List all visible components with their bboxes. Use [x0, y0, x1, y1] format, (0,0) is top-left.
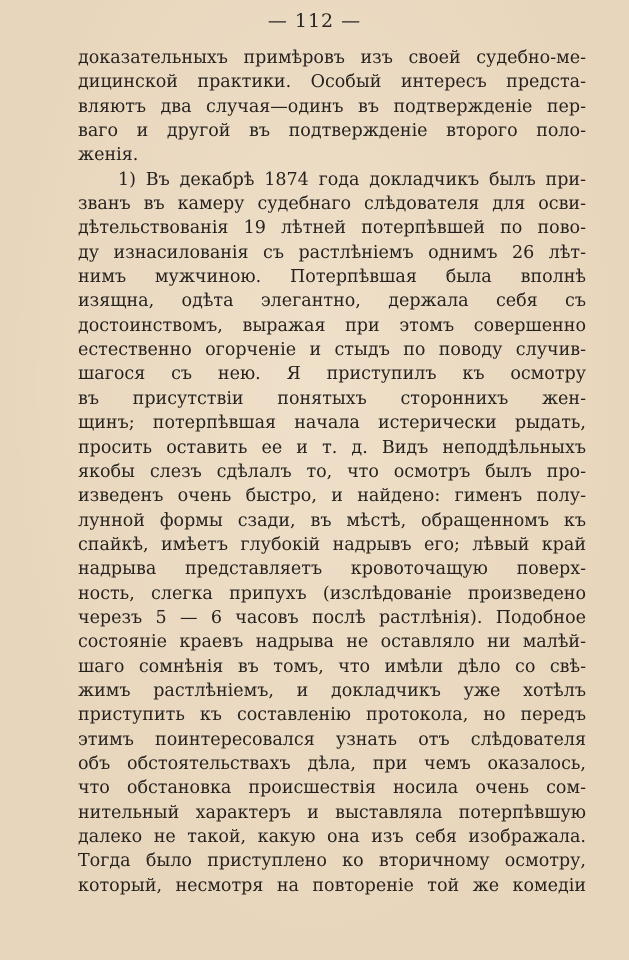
text-line: шаго сомнѣнія въ томъ, что имѣли дѣло со свѣ-: [78, 656, 586, 677]
text-line: дѣтельствованія 19 лѣтней потерпѣвшей по пово-: [78, 218, 586, 239]
text-line: женія.: [78, 145, 139, 166]
text-line: лунной формы сзади, въ мѣстѣ, обращенномъ къ: [78, 510, 586, 531]
text-line: нительный характеръ и выставляла потерпѣвшую: [78, 802, 586, 823]
text-line: изящна, одѣта элегантно, держала себя съ: [78, 291, 586, 312]
text-line: просить оставить ее и т. д. Видъ неподдѣльныхъ: [78, 437, 586, 458]
text-line: 1) Въ декабрѣ 1874 года докладчикъ былъ при-: [118, 169, 586, 190]
text-line: ду изнасилованія съ растлѣніемъ однимъ 26 лѣт-: [78, 242, 586, 263]
text-line: вляютъ два случая—одинъ въ подтвержденіе пер-: [78, 96, 586, 117]
page-number: — 112 —: [267, 10, 362, 32]
text-line: что обстановка происшествія носила очень сом-: [78, 778, 586, 799]
text-line: званъ въ камеру судебнаго слѣдователя для осви-: [78, 194, 586, 215]
text-line: спайкѣ, имѣетъ глубокій надрывъ его; лѣвый край: [78, 534, 586, 555]
text-line: нимъ мужчиною. Потерпѣвшая была вполнѣ: [78, 267, 586, 288]
text-line: Тогда было приступлено ко вторичному осмотру,: [78, 851, 586, 872]
text-line: якобы слезъ сдѣлалъ то, что осмотръ былъ про-: [78, 461, 586, 482]
text-line: надрыва представляетъ кровоточащую поверх-: [78, 559, 586, 580]
text-line: ваго и другой въ подтвержденіе второго поло-: [78, 121, 586, 142]
text-line: доказательныхъ примѣровъ изъ своей судебно-ме-: [78, 48, 586, 68]
text-line: этимъ поинтересовался узнать отъ слѣдователя: [78, 729, 586, 750]
body-text: [78, 46, 586, 898]
text-line: шагося съ нею. Я приступилъ къ осмотру: [78, 364, 586, 385]
text-line: щинъ; потерпѣвшая начала истерически рыдать,: [78, 413, 586, 434]
text-line: естественно огорченіе и стыдъ по поводу случив-: [78, 340, 586, 361]
text-line: жимъ растлѣніемъ, и докладчикъ уже хотѣлъ: [78, 680, 586, 701]
text-line: въ присутствіи понятыхъ стороннихъ жен-: [78, 388, 586, 409]
text-line: изведенъ очень быстро, и найдено: гименъ полу-: [78, 486, 586, 507]
text-line: который, несмотря на повтореніе той же комедіи: [78, 875, 586, 896]
text-line: черезъ 5 — 6 часовъ послѣ растлѣнія). Подобное: [78, 607, 586, 628]
text-line: приступить къ составленію протокола, но передъ: [78, 705, 586, 726]
text-line: объ обстоятельствахъ дѣла, при чемъ оказалось,: [78, 753, 586, 774]
text-line: состояніе краевъ надрыва не оставляло ни малѣй-: [78, 632, 586, 653]
text-line: дицинской практики. Особый интересъ предста-: [78, 72, 586, 93]
text-line: достоинствомъ, выражая при этомъ совершенно: [78, 315, 586, 336]
text-line: ность, слегка припухъ (изслѣдованіе произведено: [78, 583, 586, 604]
text-line: далеко не такой, какую она изъ себя изображала.: [78, 827, 586, 847]
